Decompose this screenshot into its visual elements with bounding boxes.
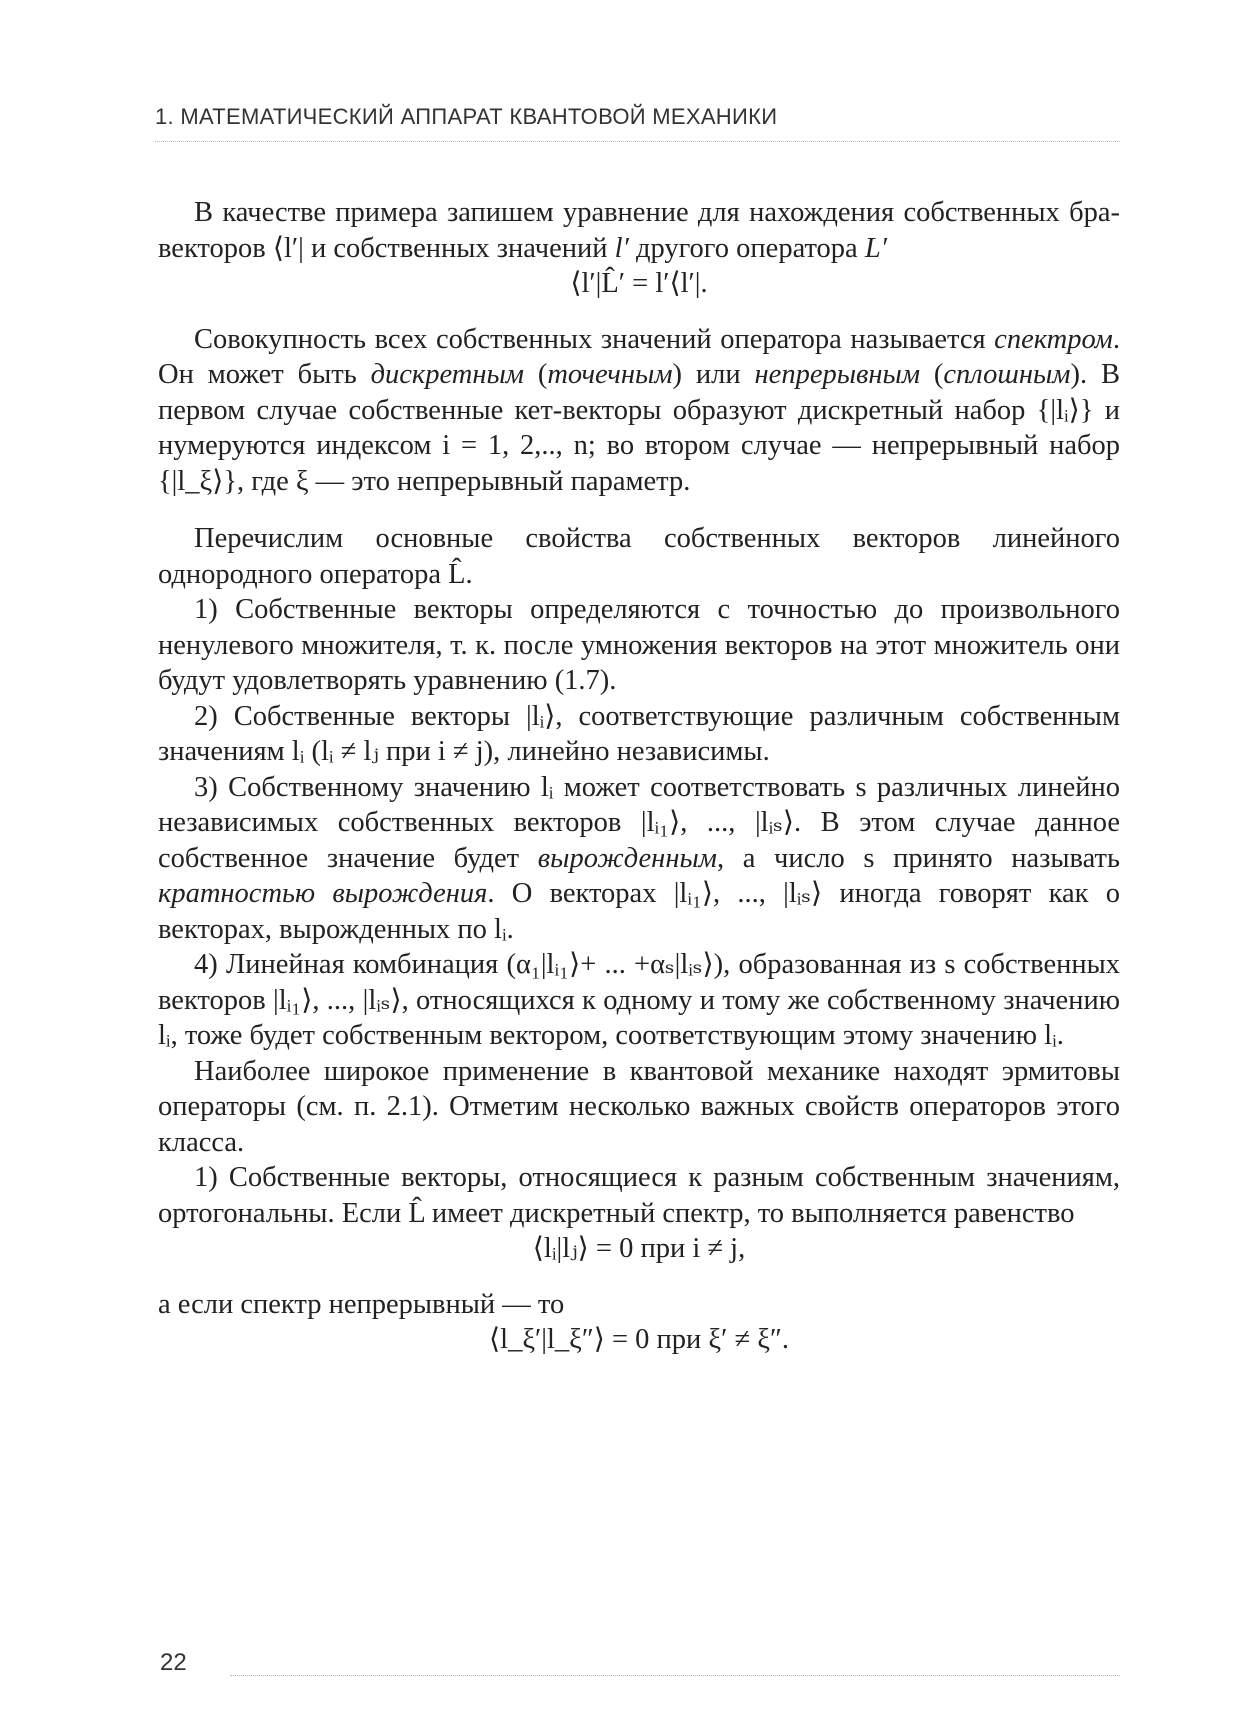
list-item-3 <box>158 770 1120 948</box>
list-item-4: 4) Линейная комбинация (α₁|lᵢ₁⟩+ ... +αₛ|lᵢₛ⟩), образованная из s собственных векторов |lᵢ₁⟩, ..., |lᵢₛ⟩, относящихся к одному и тому же собственному значению lᵢ, тоже будет собственным вектором, соответствующим этому значению lᵢ. <box>158 949 1120 1051</box>
text-run: и собственных значений <box>303 232 615 264</box>
term-point: точечным <box>547 359 673 390</box>
text-run: ( <box>523 359 548 390</box>
list-item-1: 1) Собственные векторы определяются с точностью до произвольного ненулевого множителя, т. к. после умножения векторов на этот множитель они будут удовлетворять уравнению (1.7). <box>158 594 1120 696</box>
header-divider <box>155 141 1120 142</box>
page-number: 22 <box>160 1649 187 1676</box>
text-run: В качестве примера запишем уравнение для нахождения собственных бра-векторов <box>158 197 1120 264</box>
text-run: ) или <box>672 359 755 390</box>
equation-continuous-orthogonality: ⟨l_ξ′|l_ξ″⟩ = 0 при ξ′ ≠ ξ″. <box>489 1324 789 1355</box>
equation-discrete-orthogonality: ⟨lᵢ|lⱼ⟩ = 0 при i ≠ j, <box>532 1233 746 1264</box>
term-degeneracy: кратностью вырождения <box>158 878 488 909</box>
running-head: 1. МАТЕМАТИЧЕСКИЙ АППАРАТ КВАНТОВОЙ МЕХАНИКИ <box>155 104 778 129</box>
paragraph-intro <box>158 195 1120 266</box>
term-solid: сплошным <box>943 359 1071 390</box>
term-spectrum: спектром <box>994 323 1113 355</box>
equation-bra-eigen: ⟨l′|L̂′ = l′⟨l′|. <box>570 268 708 299</box>
text-run: . О векторах |lᵢ₁⟩, ..., |lᵢₛ⟩ иногда говорят как о векторах, вырожденных по lᵢ. <box>158 878 1120 945</box>
paragraph-spectrum <box>158 322 1120 500</box>
operator-symbol: L′ <box>864 232 887 264</box>
list-item-hermitian-1: 1) Собственные векторы, относящиеся к разным собственным значениям, ортогональны. Если L̂ имеет дискретный спектр, то выполняется равенство <box>158 1162 1120 1229</box>
eigenvalue-symbol: l′ <box>614 232 629 264</box>
footer-divider <box>230 1675 1120 1676</box>
term-degenerate: вырожденным <box>537 842 717 874</box>
paragraph-continuous: а если спектр непрерывный — то <box>158 1288 565 1320</box>
text-run: другого оператора <box>628 232 865 264</box>
paragraph-hermitian: Наиболее широкое применение в квантовой механике находят эрмитовы операторы (см. п. 2.1). Отметим несколько важных свойств операторов этого класса. <box>158 1055 1120 1158</box>
term-discrete: дискретным <box>370 359 524 390</box>
text-run: 3) Собственному значению lᵢ может соответствовать s различных линейно независимых собственных векторов |lᵢ₁⟩, ..., |lᵢₛ⟩. В этом случае данное собственное значение будет <box>158 771 1120 874</box>
term-continuous: непрерывным <box>754 359 921 390</box>
text-run: ). В первом случае собственные кет-векторы образуют дискретный набор {|lᵢ⟩} и нумеруются индексом i = 1, 2,.., n; во втором случае — непрерывный набор {|l_ξ⟩}, где ξ — это непрерывный параметр. <box>158 359 1120 497</box>
text-run: ( <box>920 359 944 390</box>
text-run: . Он может быть <box>158 323 1120 390</box>
text-run: , а число s принято называть <box>716 842 1120 874</box>
paragraph-properties-intro: Перечислим основные свойства собственных векторов линейного однородного оператора L̂. <box>158 523 1120 590</box>
main-text <box>158 195 1120 1378</box>
bra-vector: ⟨l′| <box>272 232 304 264</box>
list-item-2: 2) Собственные векторы |lᵢ⟩, соответствующие различным собственным значениям lᵢ (lᵢ ≠ lⱼ при i ≠ j), линейно независимы. <box>158 700 1120 767</box>
text-run: Совокупность всех собственных значений оператора называется <box>194 323 995 355</box>
